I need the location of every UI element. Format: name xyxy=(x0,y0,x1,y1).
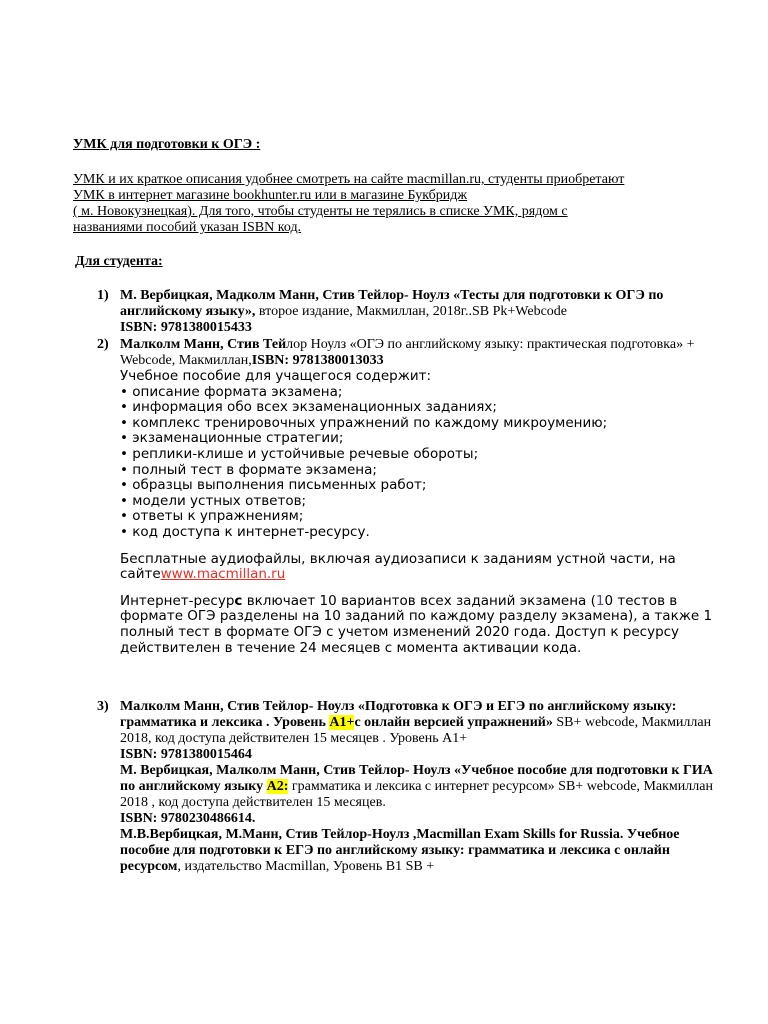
list-item: • экзаменационные стратегии; xyxy=(120,430,344,447)
list-number: 1) xyxy=(97,288,109,303)
student-heading: Для студента: xyxy=(75,254,163,269)
intro-line: УМК в интернет магазине bookhunter.ru или в магазине Букбридж xyxy=(73,188,468,203)
list-item-3 xyxy=(73,699,713,875)
book-entry xyxy=(120,827,713,875)
book-title: М.В.Вербицкая, М.Манн, Стив Тейлор-Ноулз ,Macmillan Exam Skills for Russia. Учебное пособие для подготовки к ЕГЭ по английскому языку: грамматика и лексика с онлайн ресурсом xyxy=(120,827,680,875)
resource-text: 0 тестов в формате ОГЭ разделены на 10 заданий по каждому разделу экзамена), а также 1 полный тест в формате ОГЭ с учетом изменений 2020 года. Доступ к ресурсу действителен в течение 24 месяцев с момента активации кода. xyxy=(120,592,713,656)
list-item: • модели устных ответов; xyxy=(120,492,307,509)
intro-line: названиями пособий указан ISBN код. xyxy=(73,220,302,235)
list-item: • код доступа к интернет-ресурсу. xyxy=(120,523,370,540)
document-page xyxy=(73,137,713,875)
audio-paragraph xyxy=(120,552,713,583)
resource-text: Интернет-ресур xyxy=(120,592,235,609)
page-title: УМК для подготовки к ОГЭ : xyxy=(73,137,261,152)
list-item-1 xyxy=(73,288,713,336)
intro-line: УМК и их краткое описания удобнее смотреть на сайте macmillan.ru, студенты приобретают xyxy=(73,172,625,187)
list-item: • описание формата экзамена; xyxy=(120,383,343,400)
book-title: М. Вербицкая, Мадколм Манн, Стив Тейлор- Ноулз «Тесты для подготовки к ОГЭ по английскому языку», xyxy=(120,288,664,319)
list-item: • ответы к упражнениям; xyxy=(120,508,304,525)
list-number: 2) xyxy=(97,337,109,352)
macmillan-link[interactable]: www.macmillan.ru xyxy=(160,566,286,583)
contents-intro: Учебное пособие для учащегося содержит: xyxy=(120,368,432,384)
book-entry xyxy=(120,337,713,369)
book-title: Малколм Манн, Стив Тейлор- Ноулз «Подготовка к ОГЭ и ЕГЭ по английскому языку: грамматика и лексика . Уровень xyxy=(120,699,677,731)
book-title: М. Вербицкая, Малколм Манн, Стив Тейлор- Ноулз «Учебное пособие для подготовки к ГИА по английскому языку xyxy=(120,763,713,795)
list-item: • реплики-клише и устойчивые речевые обороты; xyxy=(120,445,479,462)
contents-list xyxy=(120,385,713,541)
list-item: • комплекс тренировочных упражнений по каждому микроумению; xyxy=(120,414,608,431)
book-details: второе издание, Макмиллан, 2018г..SB Pk+Webcode xyxy=(255,304,568,319)
intro-line: ( м. Новокузнецкая). Для того, чтобы студенты не терялись в списке УМК, рядом с xyxy=(73,204,568,219)
list-item-2 xyxy=(73,337,713,656)
list-item: • информация обо всех экзаменационных заданиях; xyxy=(120,399,497,416)
book-details: , издательство Macmillan, Уровень B1 SB + xyxy=(177,859,435,875)
intro-paragraph xyxy=(73,172,713,236)
level-badge: А1+ xyxy=(329,715,355,731)
book-title: с онлайн версией упражнений» xyxy=(354,715,553,731)
isbn: ISBN: 9781380013033 xyxy=(251,353,384,368)
resource-text: включает 10 вариантов всех заданий экзамена ( xyxy=(242,592,596,609)
book-details: лор Ноулз «ОГЭ по английскому языку: практическая подготовка» + Webcode, Макмиллан, xyxy=(120,337,695,368)
list-item: • образцы выполнения письменных работ; xyxy=(120,477,427,494)
list-item: • полный тест в формате экзамена; xyxy=(120,461,377,478)
isbn: ISBN: 9781380015464 xyxy=(120,747,252,763)
resource-text: 1 xyxy=(595,592,605,609)
isbn: ISBN: 9780230486614. xyxy=(120,811,256,827)
level-badge: А2: xyxy=(266,779,289,795)
isbn: ISBN: 9781380015433 xyxy=(120,320,252,335)
resource-text: с xyxy=(234,592,243,609)
book-entry xyxy=(120,763,713,811)
resource-paragraph xyxy=(120,594,713,656)
list-number: 3) xyxy=(97,699,109,715)
book-title: Малколм Манн, Стив Тей xyxy=(120,337,287,352)
book-details: SB+ webcode, Макмиллан 2018, код доступа действителен 15 месяцев . Уровень А1+ xyxy=(120,715,712,747)
audio-text: Бесплатные аудиофайлы, включая аудиозаписи к заданиям устной части, на сайте xyxy=(120,550,676,583)
book-details: грамматика и лексика с интернет ресурсом» SB+ webcode, Макмиллан 2018 , код доступа действителен 15 месяцев. xyxy=(120,779,713,811)
